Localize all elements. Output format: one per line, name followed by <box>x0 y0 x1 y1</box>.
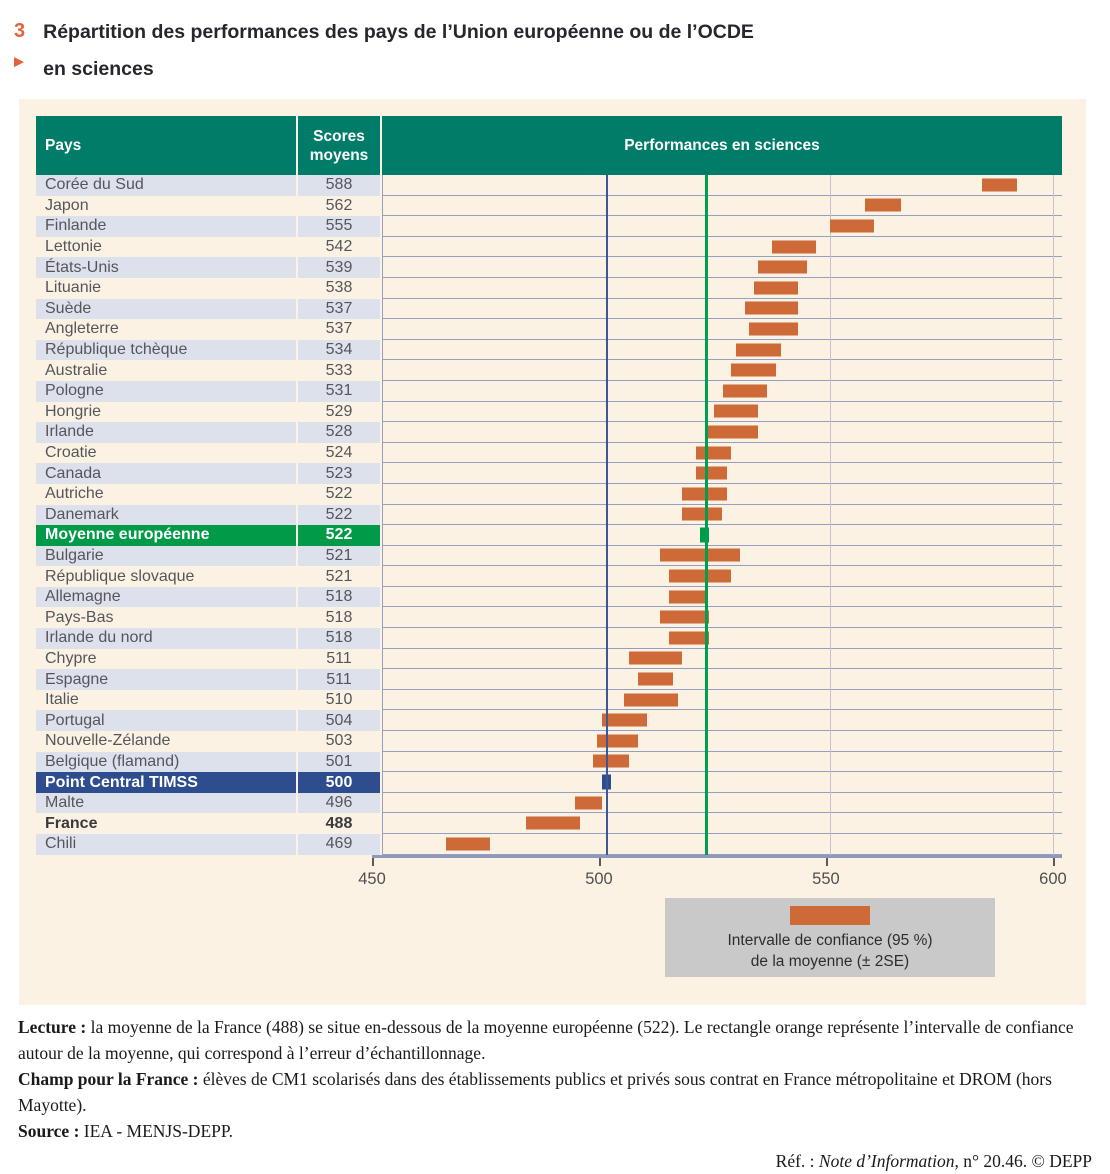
notes-container <box>18 1014 1092 1144</box>
confidence-interval-bar <box>705 425 759 438</box>
chart-row <box>383 752 1062 773</box>
chart-row <box>383 772 1062 793</box>
confidence-interval-bar <box>669 631 709 644</box>
confidence-interval-bar <box>638 673 674 686</box>
country-cell: Malte <box>36 793 296 814</box>
scores-column-body <box>298 175 380 855</box>
axis-tick-label: 600 <box>1039 869 1067 888</box>
country-cell: Lituanie <box>36 278 296 299</box>
moyenne-europeenne-line <box>705 175 708 855</box>
scores-header <box>298 116 380 175</box>
chart-row <box>383 607 1062 628</box>
confidence-interval-bar <box>597 734 637 747</box>
score-cell: 539 <box>298 257 380 278</box>
scores-header-line1: Scores <box>313 127 365 145</box>
reference-line <box>18 1148 1092 1174</box>
score-cell: 555 <box>298 216 380 237</box>
country-cell: Pologne <box>36 381 296 402</box>
chart-row <box>383 649 1062 670</box>
confidence-interval-bar <box>830 219 875 232</box>
score-cell: 521 <box>298 566 380 587</box>
confidence-interval-bar <box>696 446 732 459</box>
score-cell: 528 <box>298 422 380 443</box>
point-central-timss-line <box>606 175 608 855</box>
score-cell: 529 <box>298 402 380 423</box>
confidence-interval-bar <box>602 714 647 727</box>
confidence-interval-bar <box>669 570 732 583</box>
chart-row <box>383 710 1062 731</box>
chart-row <box>383 340 1062 361</box>
score-cell: 521 <box>298 546 380 567</box>
country-cell: Espagne <box>36 669 296 690</box>
country-cell: Lettonie <box>36 237 296 258</box>
confidence-interval-bar <box>526 817 580 830</box>
country-cell: Angleterre <box>36 319 296 340</box>
chart-header: Performances en sciences <box>382 116 1062 175</box>
score-cell: 537 <box>298 319 380 340</box>
country-cell: République slovaque <box>36 566 296 587</box>
pays-column <box>36 116 296 892</box>
score-cell: 503 <box>298 731 380 752</box>
gridline-550-line <box>830 175 831 855</box>
country-cell: Autriche <box>36 484 296 505</box>
confidence-interval-bar <box>772 240 817 253</box>
chart-row <box>383 402 1062 423</box>
figure-number: 3 <box>14 20 26 42</box>
footnotes <box>18 1014 1092 1174</box>
score-cell: 562 <box>298 196 380 217</box>
chart-row <box>383 731 1062 752</box>
chart-row <box>383 546 1062 567</box>
score-cell: 542 <box>298 237 380 258</box>
score-cell: 510 <box>298 690 380 711</box>
score-cell: 469 <box>298 834 380 855</box>
country-cell: Irlande du nord <box>36 628 296 649</box>
axis-tick <box>826 858 828 866</box>
country-cell: Chypre <box>36 649 296 670</box>
confidence-interval-bar <box>575 796 602 809</box>
score-cell: 523 <box>298 463 380 484</box>
chart-row <box>383 216 1062 237</box>
confidence-interval-bar <box>629 652 683 665</box>
score-cell: 496 <box>298 793 380 814</box>
confidence-interval-bar <box>624 693 678 706</box>
axis-tick <box>372 858 374 866</box>
chart-row <box>383 834 1062 855</box>
country-cell: Danemark <box>36 505 296 526</box>
score-cell: 522 <box>298 484 380 505</box>
chart-row <box>383 422 1062 443</box>
chart-row <box>383 237 1062 258</box>
chart-row <box>383 175 1062 196</box>
confidence-interval-bar <box>754 281 799 294</box>
confidence-interval-bar <box>714 405 759 418</box>
chart-row <box>383 299 1062 320</box>
reference-publication: Note d’Information <box>818 1151 955 1171</box>
pays-header: Pays <box>36 116 296 175</box>
note-line: Lecture : la moyenne de la France (488) se situe en-dessous de la moyenne européenne (522). Le rectangle orange représente l’intervalle de confiance autour de la moyenne, qui correspond à l’erreur d’échantillonnage. <box>18 1017 1074 1063</box>
confidence-interval-bar <box>731 364 776 377</box>
axis-tick <box>1053 858 1055 866</box>
confidence-interval-bar <box>593 755 629 768</box>
pays-column-body <box>36 175 296 855</box>
country-cell: Australie <box>36 360 296 381</box>
score-cell: 533 <box>298 360 380 381</box>
legend <box>665 898 995 977</box>
chart-row <box>383 690 1062 711</box>
chart-row <box>383 196 1062 217</box>
country-cell: États-Unis <box>36 257 296 278</box>
chart-column <box>358 116 1067 892</box>
confidence-interval-bar <box>660 549 740 562</box>
score-cell: 522 <box>298 525 380 546</box>
chart-row <box>383 566 1062 587</box>
score-cell: 518 <box>298 628 380 649</box>
note-line: Source : IEA - MENJS-DEPP. <box>18 1121 234 1141</box>
country-cell: Corée du Sud <box>36 175 296 196</box>
chart-row <box>383 587 1062 608</box>
confidence-interval-bar <box>749 322 798 335</box>
axis-tick-label: 550 <box>812 869 840 888</box>
figure-title-line1: Répartition des performances des pays de l’Union européenne ou de l’OCDE <box>43 21 754 43</box>
country-cell: Finlande <box>36 216 296 237</box>
country-cell: Italie <box>36 690 296 711</box>
country-cell: Chili <box>36 834 296 855</box>
confidence-interval-bar <box>669 590 705 603</box>
score-cell: 488 <box>298 813 380 834</box>
chart-row <box>383 319 1062 340</box>
chart-plot-area <box>382 175 1062 855</box>
country-cell: Hongrie <box>36 402 296 423</box>
chart-row <box>383 257 1062 278</box>
confidence-interval-bar <box>745 302 799 315</box>
country-cell: Canada <box>36 463 296 484</box>
country-cell: Croatie <box>36 443 296 464</box>
chart-row <box>383 484 1062 505</box>
score-cell: 531 <box>298 381 380 402</box>
score-cell: 511 <box>298 649 380 670</box>
score-cell: 511 <box>298 669 380 690</box>
score-cell: 500 <box>298 772 380 793</box>
scores-header-line2: moyens <box>309 146 369 164</box>
confidence-interval-bar <box>660 611 709 624</box>
country-cell: Pays-Bas <box>36 607 296 628</box>
country-cell: Moyenne européenne <box>36 525 296 546</box>
chart-row <box>383 525 1062 546</box>
scores-column <box>298 116 380 892</box>
country-cell: Nouvelle-Zélande <box>36 731 296 752</box>
confidence-interval-bar <box>696 467 727 480</box>
confidence-interval-bar <box>736 343 781 356</box>
chart-row <box>383 463 1062 484</box>
legend-line2: de la moyenne (± 2SE) <box>750 953 910 970</box>
country-cell: Belgique (flamand) <box>36 752 296 773</box>
chart-row <box>383 505 1062 526</box>
score-cell: 538 <box>298 278 380 299</box>
score-cell: 537 <box>298 299 380 320</box>
triangle-bullet-icon: ▶ <box>14 53 24 69</box>
chart-row <box>383 793 1062 814</box>
chart-row <box>383 443 1062 464</box>
x-axis <box>358 855 1067 892</box>
figure-title-text <box>43 14 754 88</box>
confidence-interval-bar <box>982 178 1018 191</box>
country-cell: Portugal <box>36 710 296 731</box>
legend-swatch-orange <box>790 906 870 925</box>
reference-suffix: , n° 20.46. © DEPP <box>954 1151 1092 1171</box>
score-cell: 524 <box>298 443 380 464</box>
chart-panel <box>19 99 1086 1005</box>
confidence-interval-bar <box>865 199 901 212</box>
confidence-interval-bar <box>723 384 768 397</box>
chart-row <box>383 669 1062 690</box>
country-cell: Japon <box>36 196 296 217</box>
country-cell: Bulgarie <box>36 546 296 567</box>
axis-tick-label: 500 <box>585 869 613 888</box>
performance-table <box>36 116 1067 892</box>
confidence-interval-bar <box>682 508 722 521</box>
country-cell: République tchèque <box>36 340 296 361</box>
score-cell: 522 <box>298 505 380 526</box>
score-cell: 588 <box>298 175 380 196</box>
figure-title-line2: en sciences <box>43 58 154 80</box>
score-cell: 501 <box>298 752 380 773</box>
score-cell: 518 <box>298 587 380 608</box>
confidence-interval-bar <box>446 837 491 850</box>
axis-tick <box>599 858 601 866</box>
country-cell: Allemagne <box>36 587 296 608</box>
figure-title <box>14 14 1014 88</box>
chart-row <box>383 278 1062 299</box>
country-cell: Irlande <box>36 422 296 443</box>
chart-row <box>383 381 1062 402</box>
note-line: Champ pour la France : élèves de CM1 scolarisés dans des établissements publics et privés sous contrat en France métropolitaine et DROM (hors Mayotte). <box>18 1069 1052 1115</box>
country-cell: Suède <box>36 299 296 320</box>
axis-tick-label: 450 <box>358 869 386 888</box>
country-cell: Point Central TIMSS <box>36 772 296 793</box>
chart-row <box>383 813 1062 834</box>
gridline-600-line <box>1053 175 1054 855</box>
confidence-interval-bar <box>758 261 807 274</box>
score-cell: 504 <box>298 710 380 731</box>
chart-row <box>383 360 1062 381</box>
score-cell: 534 <box>298 340 380 361</box>
chart-row <box>383 628 1062 649</box>
country-cell: France <box>36 813 296 834</box>
legend-line1: Intervalle de confiance (95 %) <box>727 932 933 949</box>
reference-prefix: Réf. : <box>775 1151 819 1171</box>
score-cell: 518 <box>298 607 380 628</box>
